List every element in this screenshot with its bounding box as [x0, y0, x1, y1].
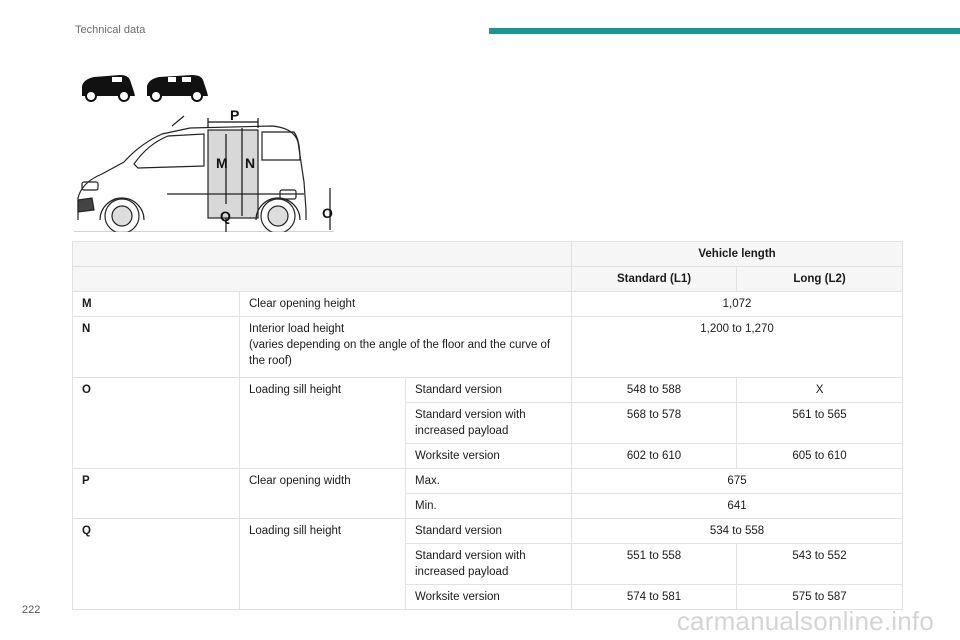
van-icon-long: [147, 75, 208, 101]
row-label: Clear opening width: [240, 469, 406, 519]
long-l2-header: Long (L2): [737, 267, 903, 292]
table-row: [73, 378, 903, 403]
l1-value: 568 to 578: [572, 403, 737, 444]
table-row: [73, 469, 903, 494]
l2-value: 543 to 552: [737, 544, 903, 585]
vehicle-illustration: [72, 70, 342, 232]
dimension-label-o: O: [322, 205, 333, 221]
row-value: 641: [572, 494, 903, 519]
row-value: 1,200 to 1,270: [572, 317, 903, 378]
row-value: 1,072: [572, 292, 903, 317]
version-label: Standard version: [406, 519, 572, 544]
van-icon-short: [82, 75, 135, 101]
standard-l1-header: Standard (L1): [572, 267, 737, 292]
dimensions-table: [72, 241, 903, 610]
l1-value: 551 to 558: [572, 544, 737, 585]
row-label: Interior load height: [249, 323, 345, 335]
section-title: Technical data: [75, 24, 146, 36]
row-code: O: [73, 378, 240, 469]
table-row: [73, 519, 903, 544]
version-label: Worksite version: [406, 585, 572, 610]
row-label: Loading sill height: [240, 519, 406, 610]
watermark[interactable]: carmanualsonline.info: [676, 606, 934, 636]
vehicle-length-header: Vehicle length: [572, 242, 903, 267]
version-label: Min.: [406, 494, 572, 519]
van-side-view: [74, 116, 334, 232]
row-label: Loading sill height: [240, 378, 406, 469]
row-label-cell: [240, 317, 572, 378]
l1-value: 574 to 581: [572, 585, 737, 610]
version-label: Standard version with increased payload: [406, 403, 572, 444]
l2-value: 605 to 610: [737, 444, 903, 469]
version-label: Max.: [406, 469, 572, 494]
dimension-label-q: Q: [220, 208, 231, 224]
dimension-label-m: M: [216, 155, 228, 171]
row-value: 675: [572, 469, 903, 494]
row-code: M: [73, 292, 240, 317]
dimension-label-p: P: [230, 107, 240, 123]
version-label: Standard version: [406, 378, 572, 403]
version-label: Standard version with increased payload: [406, 544, 572, 585]
table-subheader-row: [73, 267, 903, 292]
row-code: Q: [73, 519, 240, 610]
row-value: 534 to 558: [572, 519, 903, 544]
l2-value: X: [737, 378, 903, 403]
l1-value: 602 to 610: [572, 444, 737, 469]
l1-value: 548 to 588: [572, 378, 737, 403]
table-row: [73, 317, 903, 378]
row-code: N: [73, 317, 240, 378]
version-label: Worksite version: [406, 444, 572, 469]
row-label: Clear opening height: [240, 292, 572, 317]
dimension-label-n: N: [245, 155, 256, 171]
header-accent-bar: [489, 28, 960, 34]
l2-value: 561 to 565: [737, 403, 903, 444]
row-note: (varies depending on the angle of the floor and the curve of the roof): [249, 339, 551, 367]
row-code: P: [73, 469, 240, 519]
table-row: [73, 292, 903, 317]
table-header-row: [73, 242, 903, 267]
page-number: 222: [22, 604, 41, 616]
l2-value: 575 to 587: [737, 585, 903, 610]
